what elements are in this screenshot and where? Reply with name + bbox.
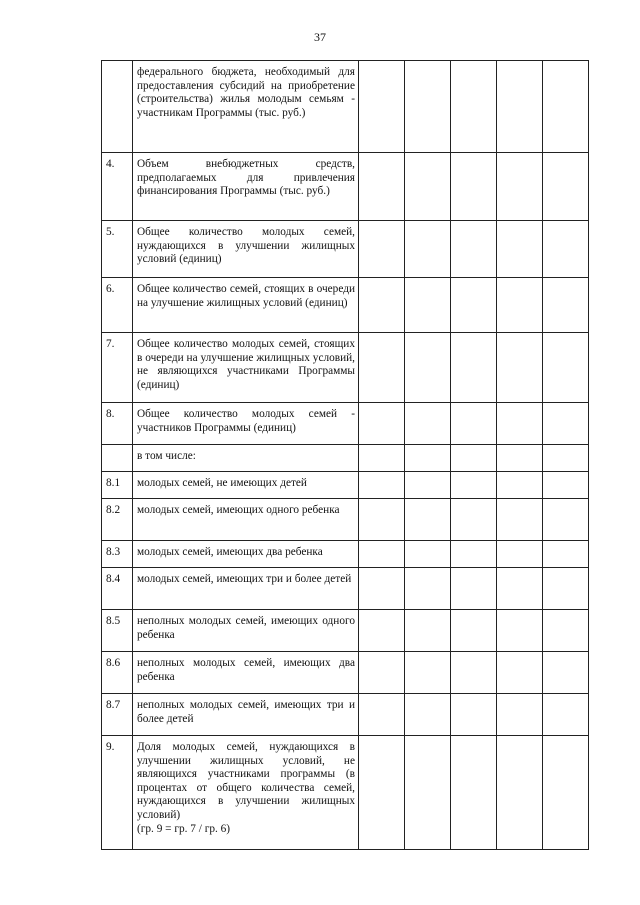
value-cell [405, 445, 451, 472]
table-row [102, 736, 589, 850]
value-cell [497, 445, 543, 472]
value-cell [359, 153, 405, 221]
value-cell [543, 652, 589, 694]
value-cell [451, 499, 497, 541]
value-cell [405, 472, 451, 499]
value-cell [451, 736, 497, 850]
value-cell [359, 333, 405, 403]
value-cell [359, 610, 405, 652]
value-cell [359, 499, 405, 541]
row-description: неполных молодых семей, имеющих два ребенка [133, 652, 359, 694]
row-number: 8.4 [102, 568, 133, 610]
value-cell [497, 403, 543, 445]
table-row [102, 568, 589, 610]
row-number: 9. [102, 736, 133, 850]
row-description: молодых семей, имеющих одного ребенка [133, 499, 359, 541]
indicators-table [101, 60, 589, 850]
value-cell [543, 333, 589, 403]
value-cell [543, 61, 589, 153]
value-cell [405, 61, 451, 153]
row-description: Общее количество семей, стоящих в очереди на улучшение жилищных условий (единиц) [133, 278, 359, 333]
value-cell [543, 472, 589, 499]
row-description: Общее количество молодых семей, стоящих в очереди на улучшение жилищных условий, не являющихся участниками Программы (единиц) [133, 333, 359, 403]
table-row [102, 472, 589, 499]
value-cell [405, 541, 451, 568]
table-row [102, 541, 589, 568]
value-cell [359, 541, 405, 568]
value-cell [359, 568, 405, 610]
value-cell [497, 278, 543, 333]
value-cell [543, 499, 589, 541]
row-description: Общее количество молодых семей - участников Программы (единиц) [133, 403, 359, 445]
value-cell [543, 153, 589, 221]
row-number: 8.7 [102, 694, 133, 736]
value-cell [359, 445, 405, 472]
value-cell [497, 568, 543, 610]
table-row [102, 403, 589, 445]
table-row [102, 652, 589, 694]
table-row [102, 499, 589, 541]
value-cell [405, 403, 451, 445]
value-cell [497, 736, 543, 850]
value-cell [497, 221, 543, 278]
value-cell [451, 278, 497, 333]
value-cell [405, 333, 451, 403]
value-cell [543, 403, 589, 445]
value-cell [543, 694, 589, 736]
table-row [102, 153, 589, 221]
value-cell [497, 694, 543, 736]
value-cell [451, 61, 497, 153]
row-number: 5. [102, 221, 133, 278]
value-cell [451, 694, 497, 736]
table-row [102, 610, 589, 652]
value-cell [405, 736, 451, 850]
row-description: молодых семей, имеющих три и более детей [133, 568, 359, 610]
value-cell [359, 403, 405, 445]
row-description: федерального бюджета, необходимый для предоставления субсидий на приобретение (строительства) жилья молодым семьям - участникам Программы (тыс. руб.) [133, 61, 359, 153]
row-number: 8.5 [102, 610, 133, 652]
row-description: молодых семей, имеющих два ребенка [133, 541, 359, 568]
value-cell [405, 694, 451, 736]
table-row [102, 61, 589, 153]
value-cell [359, 61, 405, 153]
value-cell [451, 610, 497, 652]
row-description: молодых семей, не имеющих детей [133, 472, 359, 499]
value-cell [497, 610, 543, 652]
value-cell [359, 694, 405, 736]
value-cell [451, 652, 497, 694]
table-row [102, 221, 589, 278]
table-row [102, 694, 589, 736]
row-description [133, 736, 359, 850]
row-number: 8.1 [102, 472, 133, 499]
table-row [102, 445, 589, 472]
row-number [102, 445, 133, 472]
page-number: 37 [314, 30, 326, 44]
value-cell [451, 403, 497, 445]
value-cell [405, 153, 451, 221]
row-description: Общее количество молодых семей, нуждающихся в улучшении жилищных условий (единиц) [133, 221, 359, 278]
value-cell [543, 278, 589, 333]
value-cell [543, 445, 589, 472]
value-cell [405, 221, 451, 278]
row-number: 4. [102, 153, 133, 221]
table-row [102, 333, 589, 403]
row-description: неполных молодых семей, имеющих три и более детей [133, 694, 359, 736]
value-cell [497, 61, 543, 153]
value-cell [497, 499, 543, 541]
value-cell [497, 541, 543, 568]
value-cell [405, 278, 451, 333]
value-cell [451, 153, 497, 221]
row-number: 8. [102, 403, 133, 445]
value-cell [451, 541, 497, 568]
table-row [102, 278, 589, 333]
row-number: 7. [102, 333, 133, 403]
value-cell [543, 610, 589, 652]
value-cell [451, 445, 497, 472]
row-description-text: Доля молодых семей, нуждающихся в улучшении жилищных условий, не являющихся участниками программы (в процентах от общего количества семей, нуждающихся в улучшении жилищных условий) [137, 741, 355, 821]
value-cell [359, 652, 405, 694]
value-cell [451, 568, 497, 610]
value-cell [359, 472, 405, 499]
value-cell [543, 736, 589, 850]
value-cell [405, 610, 451, 652]
row-number: 8.2 [102, 499, 133, 541]
row-description: в том числе: [133, 445, 359, 472]
value-cell [451, 472, 497, 499]
value-cell [405, 568, 451, 610]
row-formula: (гр. 9 = гр. 7 / гр. 6) [137, 822, 231, 835]
value-cell [543, 568, 589, 610]
value-cell [497, 472, 543, 499]
value-cell [359, 221, 405, 278]
value-cell [405, 652, 451, 694]
value-cell [543, 221, 589, 278]
value-cell [543, 541, 589, 568]
row-description: неполных молодых семей, имеющих одного ребенка [133, 610, 359, 652]
value-cell [405, 499, 451, 541]
value-cell [497, 153, 543, 221]
value-cell [451, 221, 497, 278]
row-number: 8.3 [102, 541, 133, 568]
row-number [102, 61, 133, 153]
value-cell [497, 333, 543, 403]
row-description: Объем внебюджетных средств, предполагаемых для привлечения финансирования Программы (тыс. руб.) [133, 153, 359, 221]
value-cell [359, 278, 405, 333]
value-cell [497, 652, 543, 694]
value-cell [451, 333, 497, 403]
value-cell [359, 736, 405, 850]
row-number: 6. [102, 278, 133, 333]
row-number: 8.6 [102, 652, 133, 694]
